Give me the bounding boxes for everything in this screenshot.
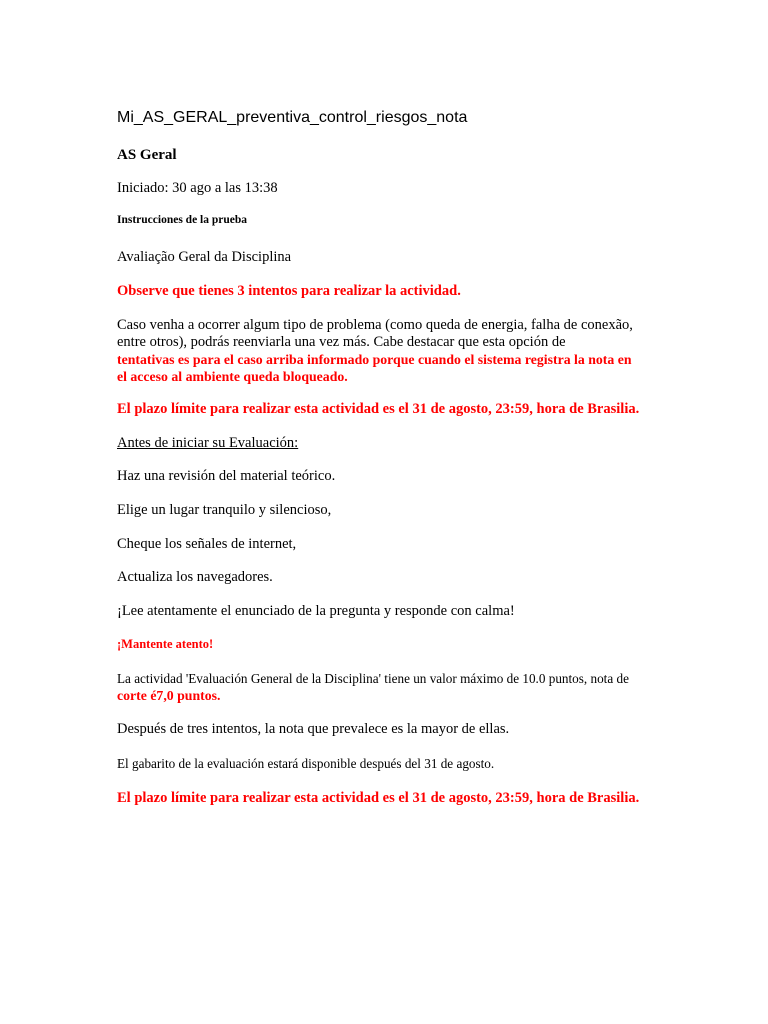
grade-value-line-1: La actividad 'Evaluación General de la Disciplina' tiene un valor máximo de 10.0 puntos, nota de	[117, 671, 629, 686]
attention-notice: ¡Mantente atento!	[117, 637, 214, 651]
problem-line-1: Caso venha a ocorrer algum tipo de problema (como queda de energia, falha de conexão,	[117, 317, 633, 333]
tip-review-material: Haz una revisión del material teórico.	[117, 468, 336, 484]
deadline-notice: El plazo límite para realizar esta actividad es el 31 de agosto, 23:59, hora de Brasilia.	[117, 401, 640, 417]
problem-warning-line-2: el acceso al ambiente queda bloqueado.	[117, 369, 348, 384]
tip-update-browsers: Actualiza los navegadores.	[117, 569, 273, 585]
document-title: Mi_AS_GERAL_preventiva_control_riesgos_nota	[117, 109, 468, 126]
problem-paragraph	[117, 317, 677, 385]
answer-key-note: El gabarito de la evaluación estará disponible después del 31 de agosto.	[117, 756, 495, 771]
start-timestamp: Iniciado: 30 ago a las 13:38	[117, 180, 278, 196]
tip-check-internet: Cheque los señales de internet,	[117, 536, 297, 552]
subject-name: Avaliação Geral da Disciplina	[117, 249, 292, 265]
tip-read-carefully: ¡Lee atentamente el enunciado de la pregunta y responde con calma!	[117, 603, 515, 619]
problem-warning-line-1: tentativas es para el caso arriba informado porque cuando el sistema registra la nota en	[117, 352, 632, 367]
deadline-notice-repeat: El plazo límite para realizar esta actividad es el 31 de agosto, 23:59, hora de Brasilia.	[117, 790, 640, 806]
tip-quiet-place: Elige un lugar tranquilo y silencioso,	[117, 502, 332, 518]
grade-value-paragraph	[117, 670, 677, 704]
section-heading: AS Geral	[117, 147, 177, 163]
prevailing-grade-note: Después de tres intentos, la nota que prevalece es la mayor de ellas.	[117, 721, 510, 737]
grade-value-line-2: corte é7,0 puntos.	[117, 688, 221, 703]
problem-line-2: entre otros), podrás reenviarla una vez más. Cabe destacar que esta opción de	[117, 334, 566, 350]
instructions-heading: Instrucciones de la prueba	[117, 214, 248, 226]
before-start-heading: Antes de iniciar su Evaluación:	[117, 435, 299, 451]
attempts-notice: Observe que tienes 3 intentos para realizar la actividad.	[117, 283, 461, 299]
